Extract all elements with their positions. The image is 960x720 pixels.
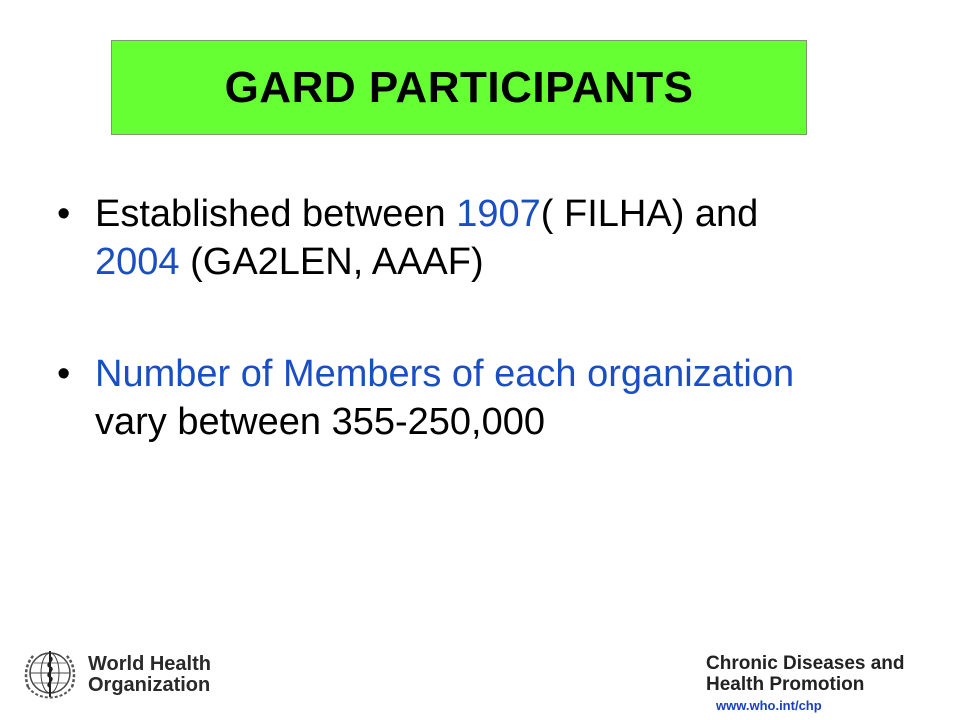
bullet-text-segment: ( FILHA) and: [540, 193, 759, 235]
bullet-item: [55, 350, 935, 446]
bullet-dot-icon: •: [57, 193, 71, 235]
bullet-text-segment: (GA2LEN, AAAF): [179, 241, 484, 283]
org-name-line1: World Health: [88, 653, 211, 675]
bullet-text-segment: vary between 355-250,000: [95, 401, 545, 443]
title-banner: [111, 40, 807, 135]
year-1907: 1907: [456, 193, 541, 235]
program-name: [706, 653, 905, 695]
year-2004: 2004: [95, 241, 180, 283]
un-emblem-icon: [20, 645, 80, 705]
bullet-text-segment: Established between: [95, 193, 457, 235]
org-name-line2: Organization: [88, 674, 211, 696]
website-link[interactable]: www.who.int/chp: [716, 698, 822, 713]
org-name: [88, 654, 211, 696]
slide-title: GARD PARTICIPANTS: [224, 62, 694, 112]
who-logo: [20, 645, 211, 705]
members-highlight: Number of Members of each organization: [95, 353, 795, 395]
bullet-dot-icon: •: [57, 353, 71, 395]
program-line2: Health Promotion: [706, 674, 865, 695]
bullet-item: [55, 190, 935, 286]
bullet-list: [55, 190, 935, 446]
program-line1: Chronic Diseases and: [706, 653, 905, 674]
